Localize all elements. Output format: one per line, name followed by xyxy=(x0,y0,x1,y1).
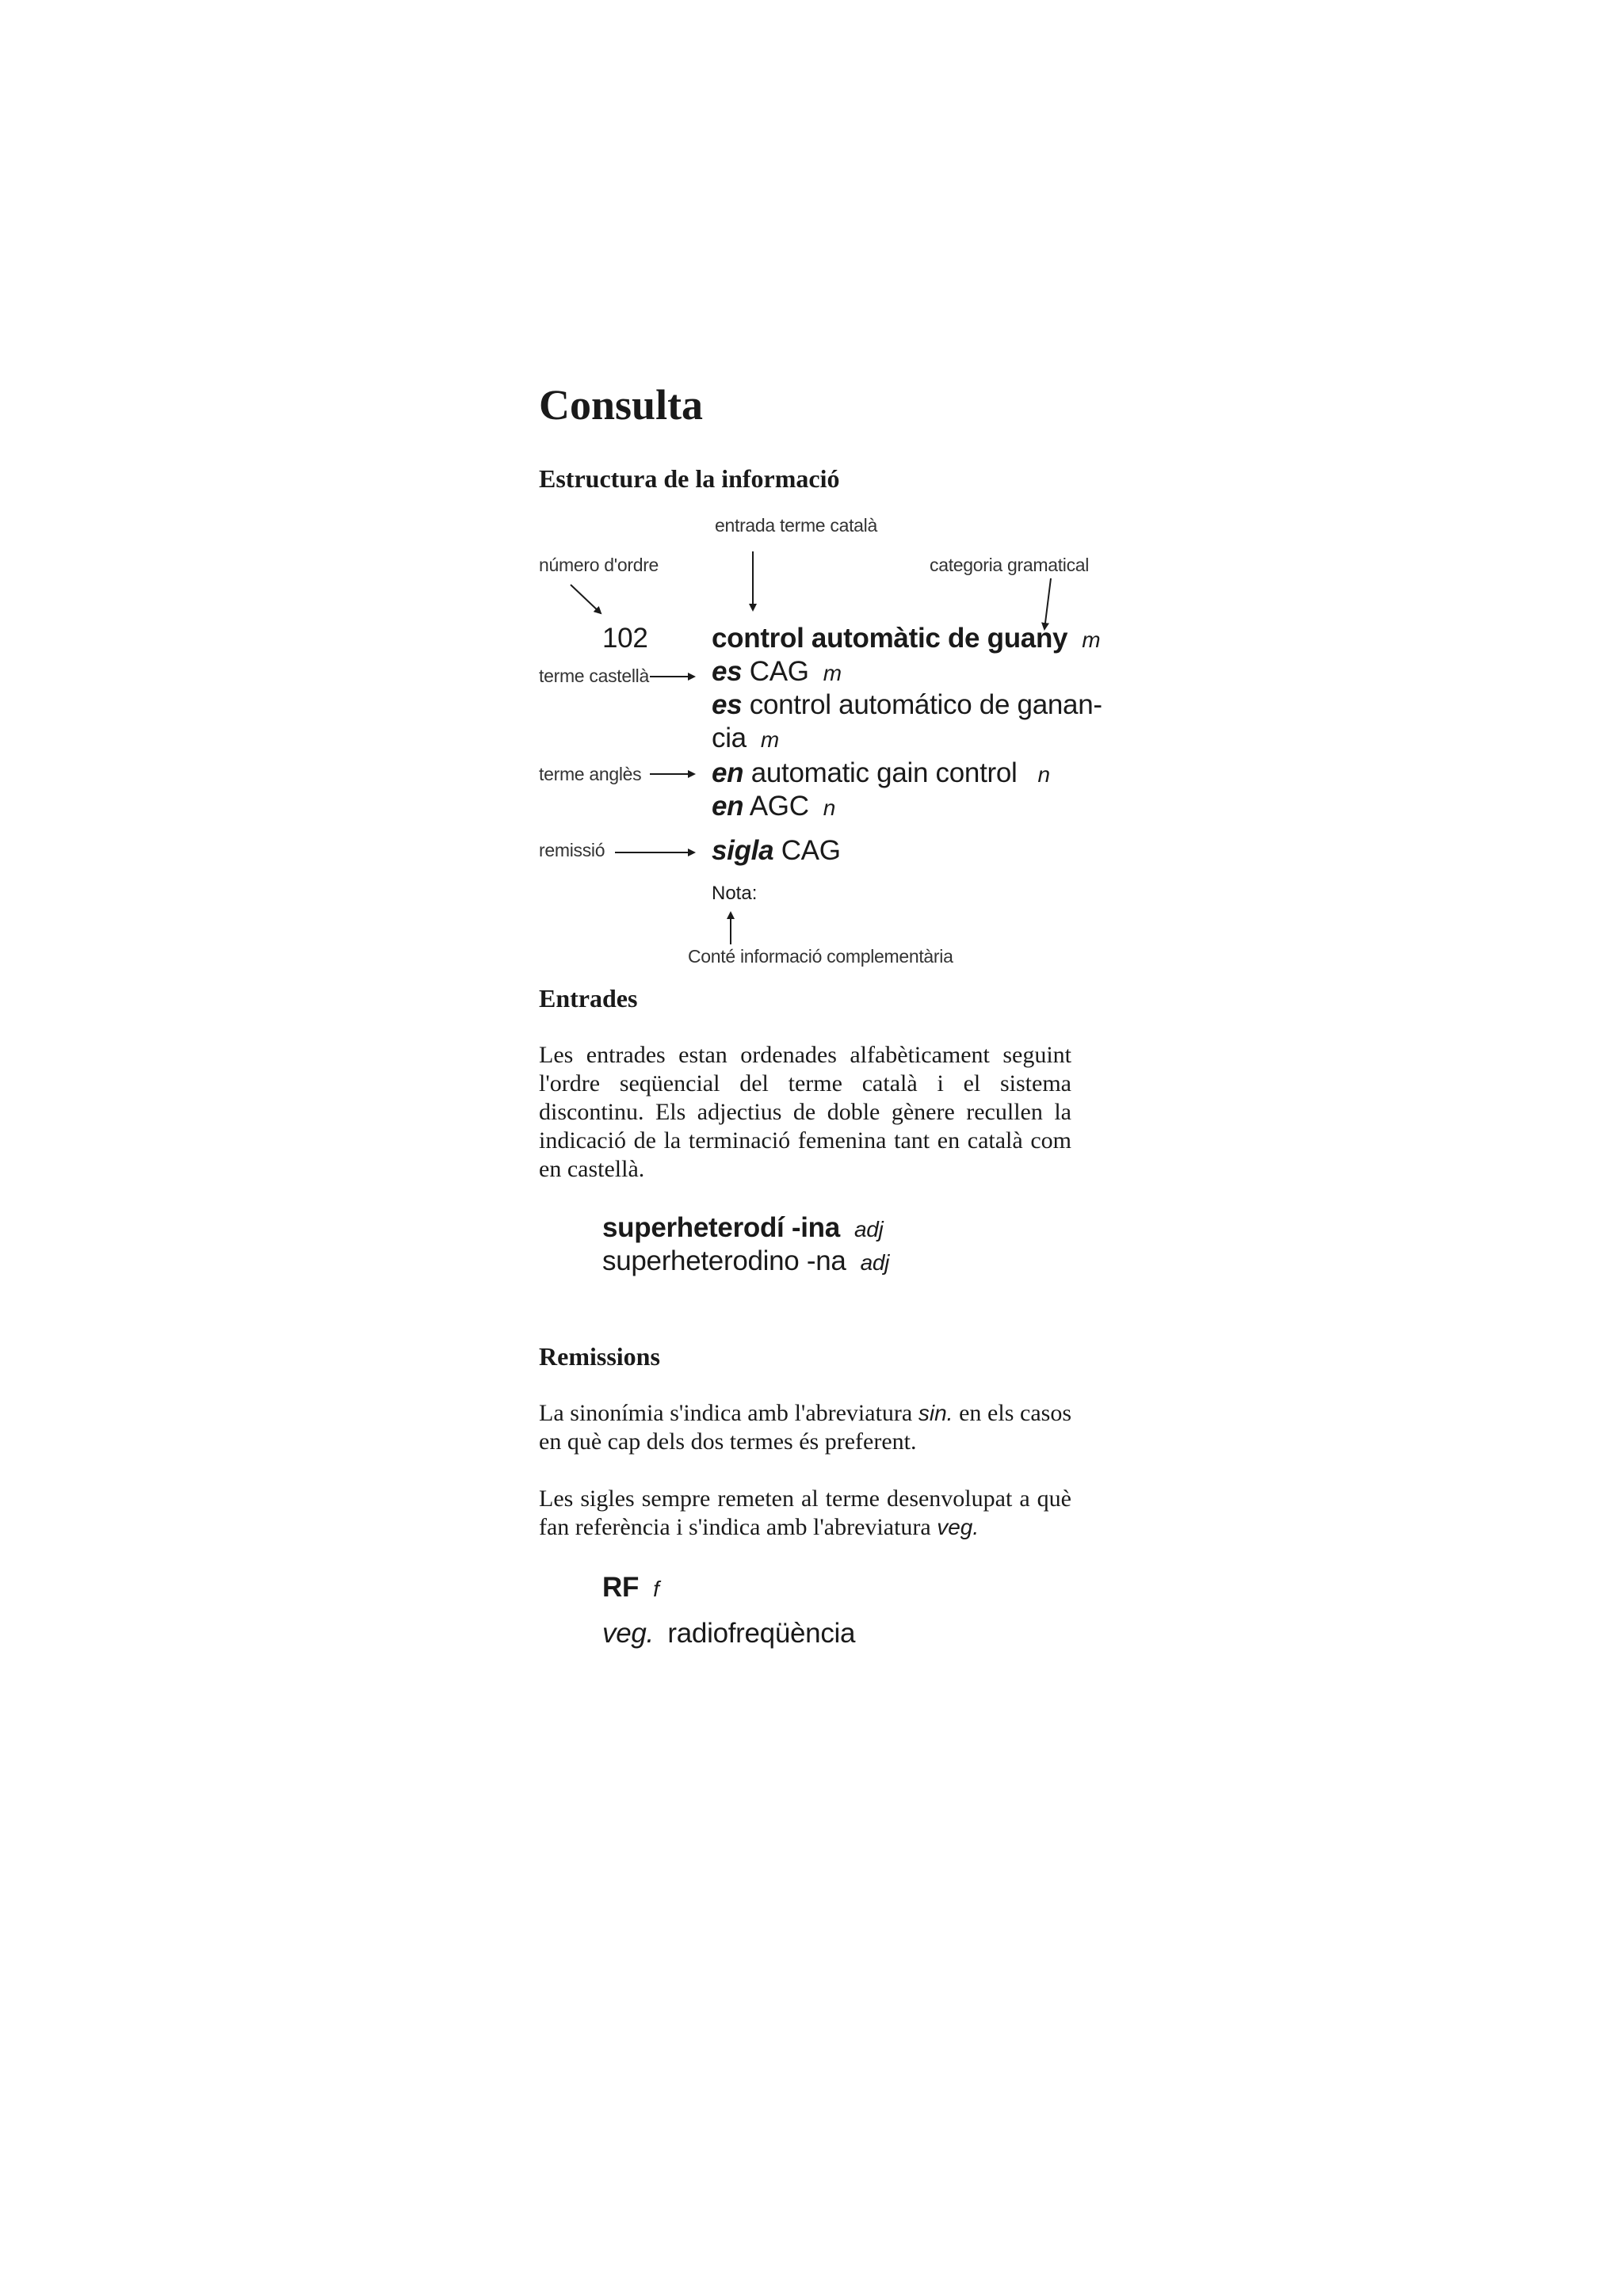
line-category: m xyxy=(823,661,842,685)
remissions-paragraph-1 xyxy=(539,1399,1071,1456)
section-heading-estructura: Estructura de la informació xyxy=(539,464,840,493)
line-category: n xyxy=(1037,762,1050,787)
example-sigla-term-text: RF xyxy=(602,1572,640,1603)
lang-code: es xyxy=(712,689,743,720)
line-text: cia xyxy=(712,723,747,753)
entry-line-en-2 xyxy=(712,791,835,822)
lang-code: es xyxy=(712,656,743,687)
section-heading-entrades: Entrades xyxy=(539,984,638,1013)
entry-line-es-1 xyxy=(712,656,842,688)
line-text: automatic gain control xyxy=(750,757,1018,788)
example-ref-label: veg. xyxy=(602,1618,654,1649)
para-text: La sinonímia s'indica amb l'abreviatura xyxy=(539,1400,918,1426)
page-title: Consulta xyxy=(539,381,704,429)
label-castella: terme castellà xyxy=(539,666,649,686)
example-adj-term-text: superheterodí -ina xyxy=(602,1212,840,1243)
arrow-categoria xyxy=(1044,578,1051,629)
entrades-paragraph: Les entrades estan ordenades alfabèticament seguint l'ordre seqüencial del terme català i el sistema discontinu. Els adjectius de doble gènere recullen la indicació de la terminació femenina tant en català com en castellà. xyxy=(539,1042,1071,1182)
line-category: m xyxy=(760,727,779,752)
label-categoria: categoria gramatical xyxy=(930,555,1090,575)
example-adj-es xyxy=(602,1245,889,1277)
entry-line-en-1 xyxy=(712,757,1050,789)
example-adj-es-text: superheterodino -na xyxy=(602,1245,846,1276)
line-category: n xyxy=(823,795,835,820)
example-ref-text: radiofreqüència xyxy=(667,1618,856,1649)
example-adj-term-category: adj xyxy=(854,1217,884,1241)
entry-line-es-2 xyxy=(712,689,1102,721)
remissions-paragraph-2 xyxy=(539,1485,1071,1542)
lang-code: en xyxy=(712,791,744,822)
sigla-text: CAG xyxy=(781,835,841,866)
arrow-numero xyxy=(571,585,601,613)
para-abbr: veg. xyxy=(937,1515,980,1539)
example-sigla-ref xyxy=(602,1618,855,1650)
line-text: CAG xyxy=(749,656,809,687)
label-entrada: entrada terme català xyxy=(715,515,877,536)
label-remissio: remissió xyxy=(539,840,605,860)
entry-number: 102 xyxy=(602,623,648,654)
label-numero: número d'ordre xyxy=(539,555,659,575)
example-sigla-term xyxy=(602,1572,659,1604)
para-abbr: sin. xyxy=(918,1401,953,1425)
entry-line-es-2-cont xyxy=(712,723,779,754)
lang-code: en xyxy=(712,757,744,788)
entry-term: control automàtic de guany xyxy=(712,623,1068,654)
entry-nota: Nota: xyxy=(712,883,758,904)
section-heading-remissions: Remissions xyxy=(539,1342,660,1371)
entry-main-term xyxy=(712,623,1100,654)
sigla-label: sigla xyxy=(712,835,774,866)
example-adj-term xyxy=(602,1212,883,1244)
example-sigla-term-category: f xyxy=(653,1577,659,1601)
para-text: Les sigles sempre remeten al terme desenvolupat a què fan referència i s'indica amb l'abreviatura xyxy=(539,1486,1071,1540)
label-angles: terme anglès xyxy=(539,764,642,784)
entry-term-category: m xyxy=(1082,627,1101,652)
line-text: control automático de ganan- xyxy=(749,689,1102,720)
example-adj-es-category: adj xyxy=(860,1250,890,1275)
line-text: AGC xyxy=(749,791,809,822)
entry-sigla xyxy=(712,835,841,867)
para-text: en els casos en què cap dels dos termes és preferent. xyxy=(539,1400,1072,1455)
label-conte: Conté informació complementària xyxy=(688,946,953,967)
